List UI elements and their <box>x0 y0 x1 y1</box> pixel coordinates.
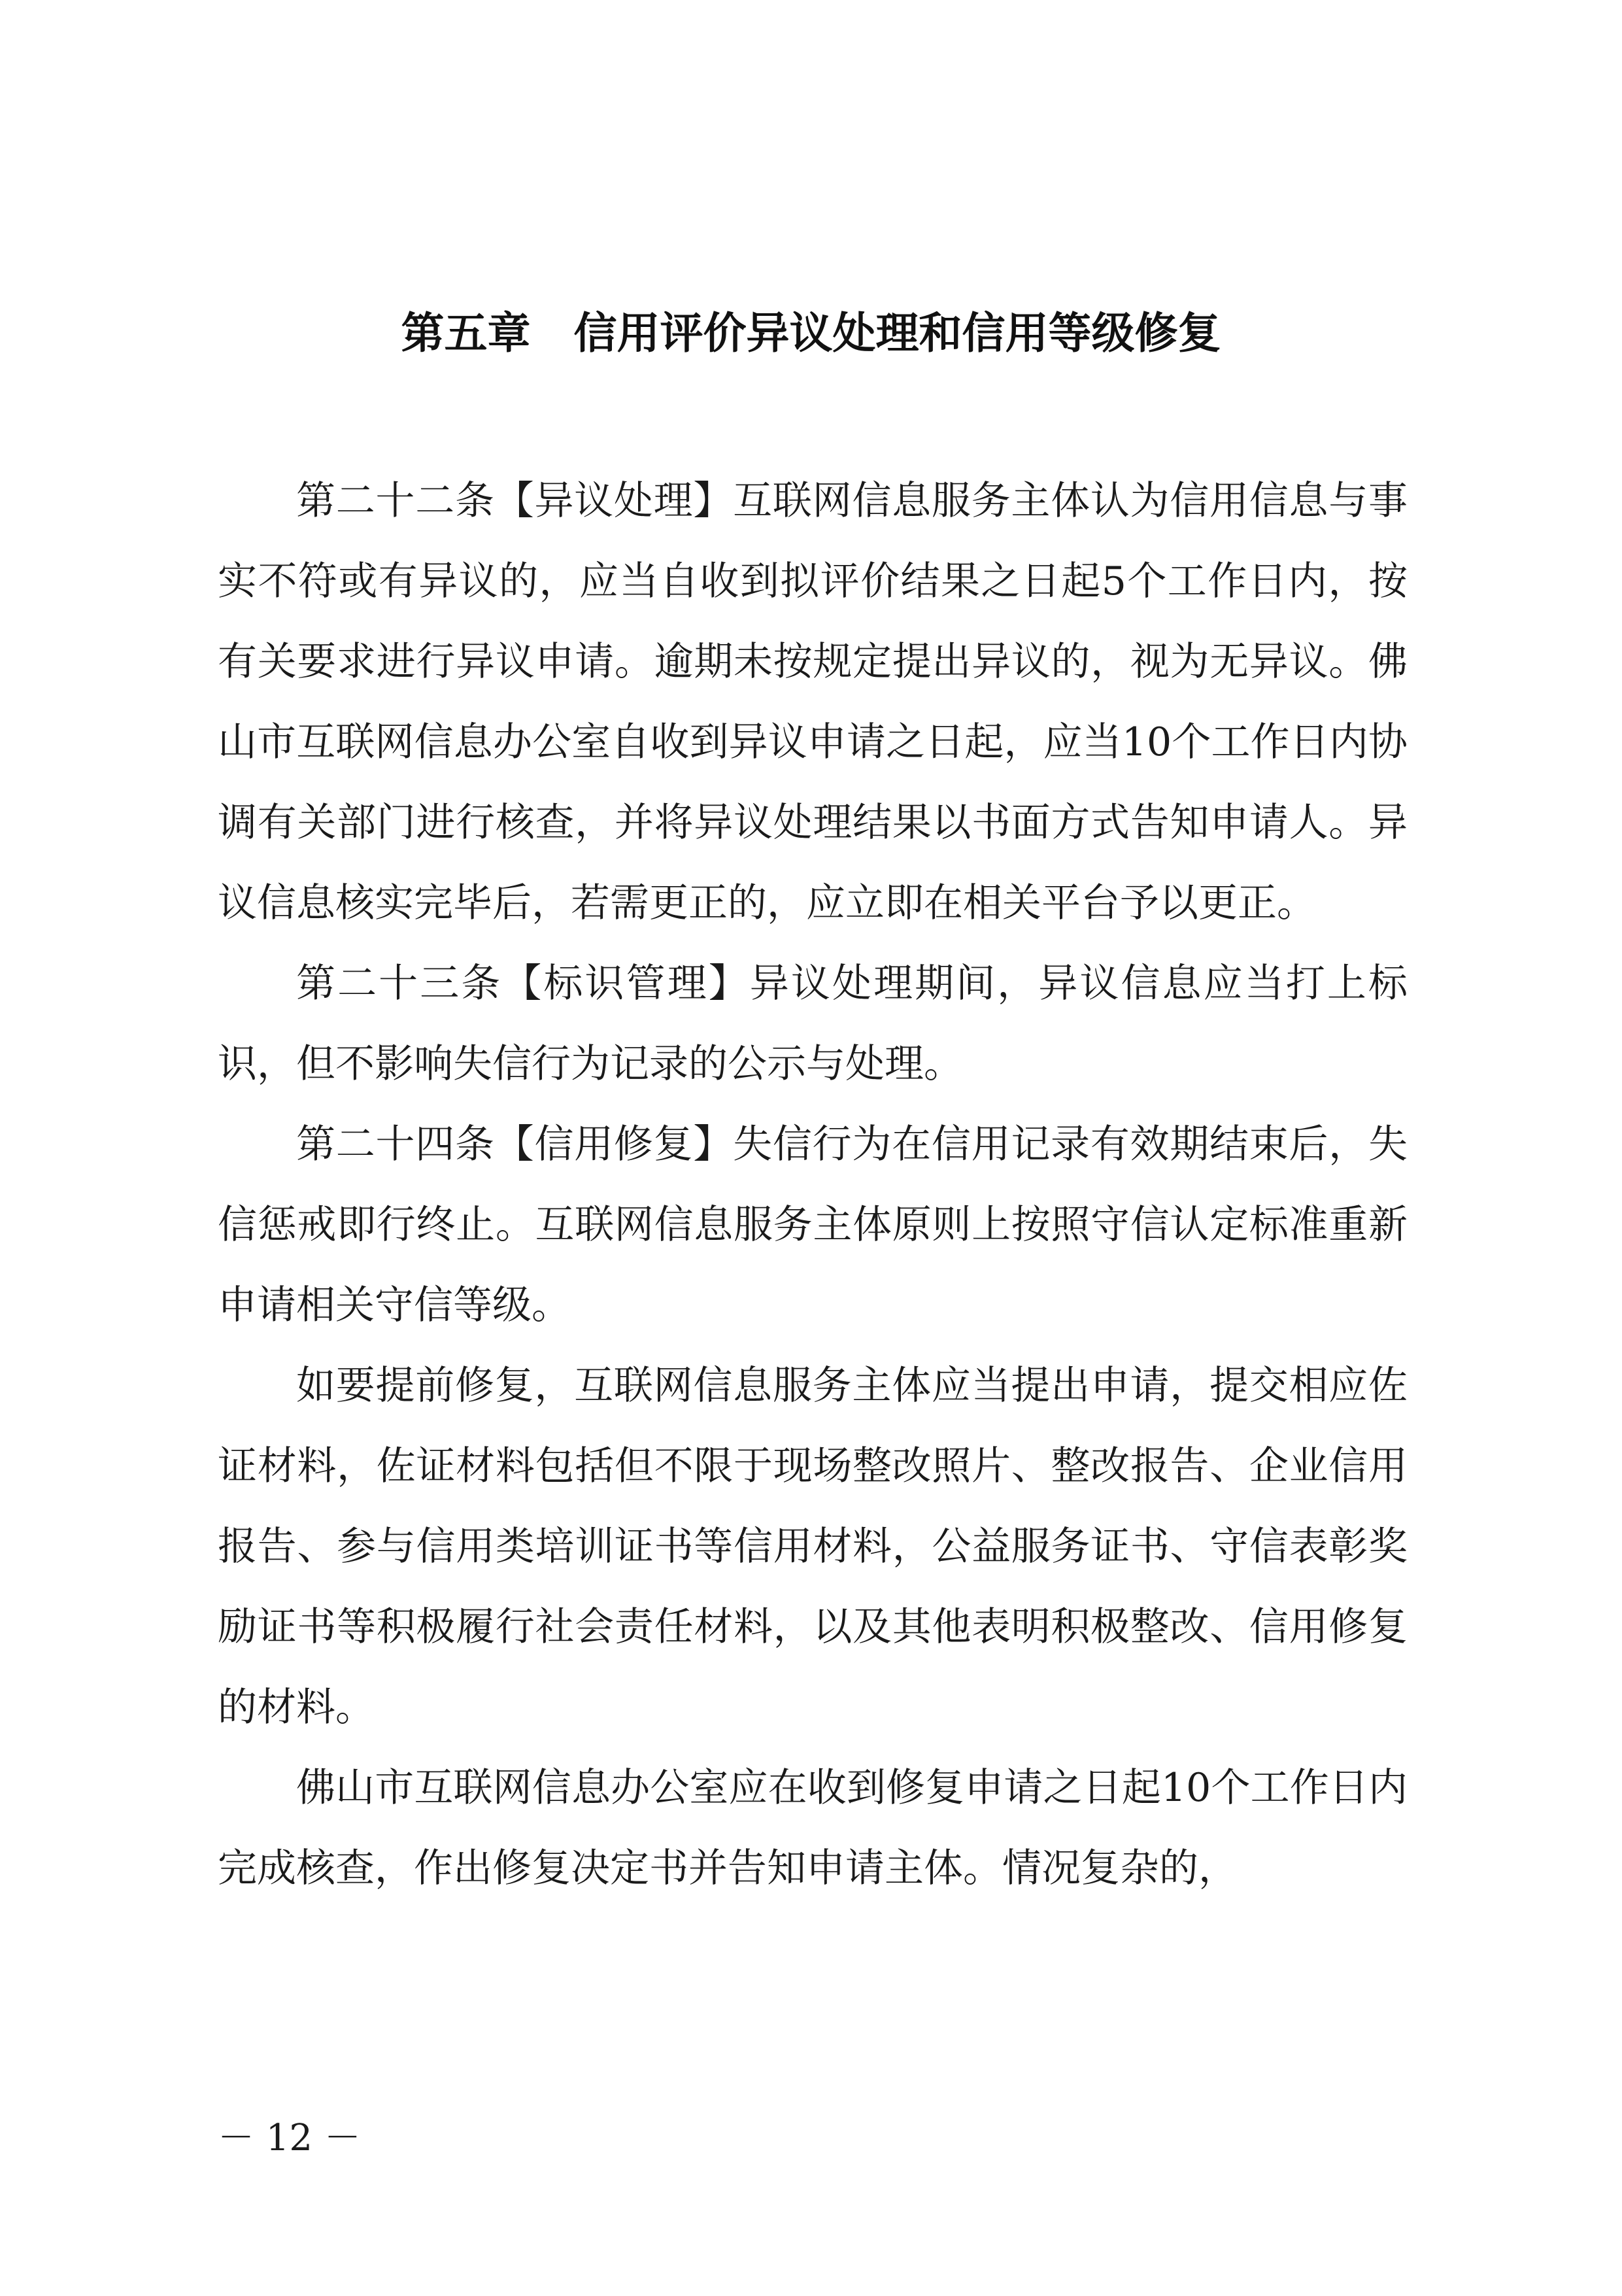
paragraph-early-repair: 如要提前修复，互联网信息服务主体应当提出申请，提交相应佐证材料，佐证材料包括但不限于现场整改照片、整改报告、企业信用报告、参与信用类培训证书等信用材料，公益服务证书、守信表彰奖励证书等积极履行社会责任材料，以及其他表明积极整改、信用修复的材料。 <box>218 1363 1408 1730</box>
paragraph-review-deadline: 佛山市互联网信息办公室应在收到修复申请之日起10个工作日内完成核查，作出修复决定书并告知申请主体。情况复杂的， <box>218 1765 1408 1891</box>
body-text <box>218 461 1408 1909</box>
page-number: － 12 － <box>218 2117 361 2159</box>
paragraph-article-22: 第二十二条【异议处理】互联网信息服务主体认为信用信息与事实不符或有异议的，应当自收到拟评价结果之日起5个工作日内，按有关要求进行异议申请。逾期未按规定提出异议的，视为无异议。佛山市互联网信息办公室自收到异议申请之日起，应当10个工作日内协调有关部门进行核查，并将异议处理结果以书面方式告知申请人。异议信息核实完毕后，若需更正的，应立即在相关平台予以更正。 <box>218 478 1408 926</box>
paragraph-article-24: 第二十四条【信用修复】失信行为在信用记录有效期结束后，失信惩戒即行终止。互联网信息服务主体原则上按照守信认定标准重新申请相关守信等级。 <box>218 1122 1408 1328</box>
paragraph-article-23: 第二十三条【标识管理】异议处理期间，异议信息应当打上标识，但不影响失信行为记录的公示与处理。 <box>218 961 1408 1087</box>
chapter-title: 第五章 信用评价异议处理和信用等级修复 <box>401 308 1221 358</box>
